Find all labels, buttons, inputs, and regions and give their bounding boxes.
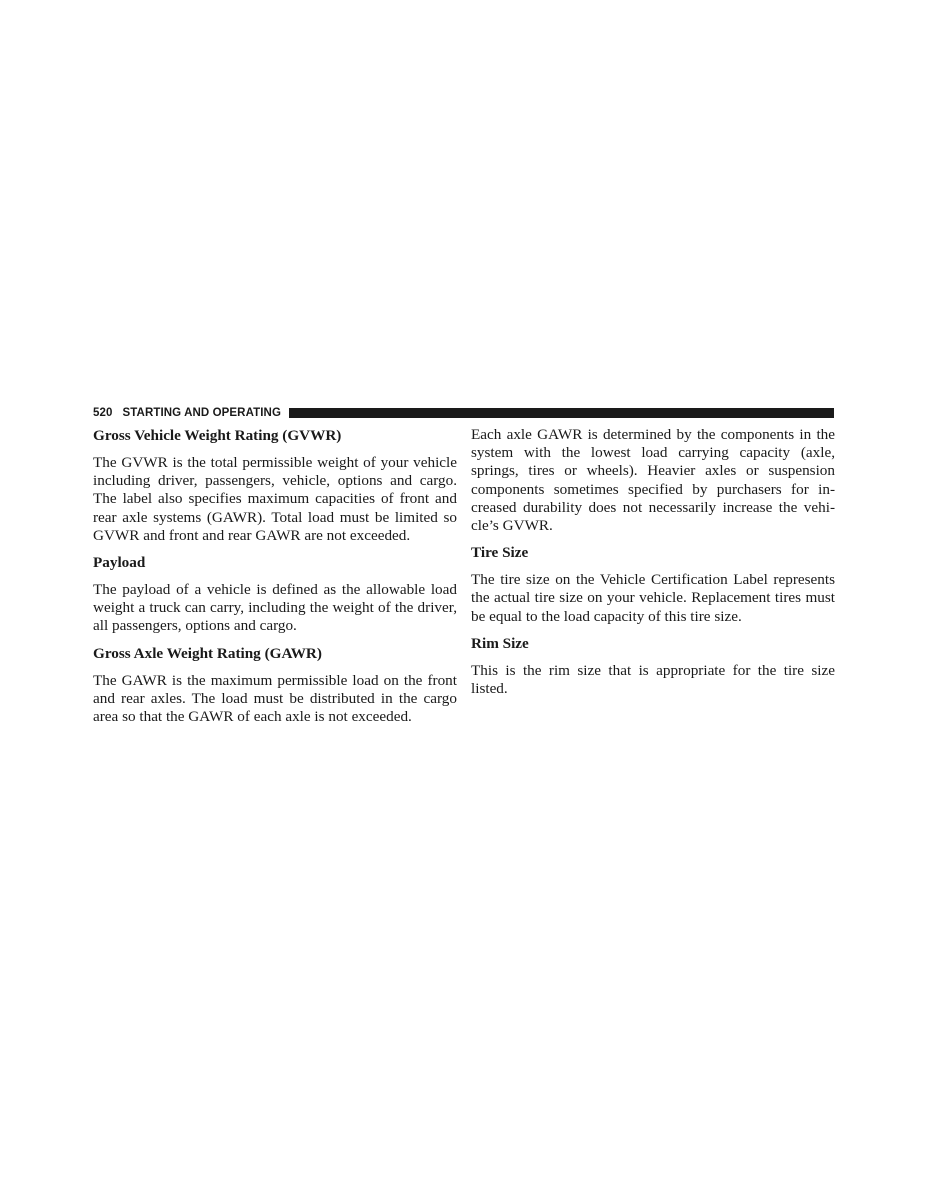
section-payload: [93, 553, 457, 636]
section-gvwr: [93, 426, 457, 545]
paragraph-payload: The payload of a vehicle is defined as the allowable load weight a truck can carry, including the weight of the driver, all passengers, options and cargo.: [93, 581, 457, 635]
heading-payload: Payload: [93, 554, 146, 572]
paragraph-gawr: The GAWR is the maximum permissible load on the front and rear axles. The load must be distributed in the cargo area so that the GAWR of each axle is not exceeded.: [93, 671, 457, 726]
heading-tire-size: Tire Size: [471, 544, 529, 562]
heading-gawr: Gross Axle Weight Rating (GAWR): [93, 644, 322, 662]
header-rule: [289, 408, 834, 418]
paragraph-rim-size: This is the rim size that is appropriate for the tire size listed.: [471, 661, 835, 698]
right-column: [471, 426, 835, 706]
section-rim-size: [471, 634, 835, 698]
heading-rim-size: Rim Size: [471, 634, 529, 652]
section-tire-size: [471, 543, 835, 626]
paragraph-gvwr: The GVWR is the total permissible weight of your vehicle including driver, passengers, vehicle, options and cargo. The label also specifies maximum capacities of front and rear axle systems (GAWR). Total load must be limited so GVWR and front and rear GAWR are not exceeded.: [93, 454, 457, 544]
heading-gvwr: Gross Vehicle Weight Rating (GVWR): [93, 427, 342, 444]
left-column: [93, 426, 457, 734]
page-header: [93, 405, 834, 421]
page-number: 520: [93, 407, 113, 419]
paragraph-tire-size: The tire size on the Vehicle Certification Label represents the actual tire size on your vehicle. Replacement tires must be equal to the load capacity of this tire size.: [471, 571, 835, 625]
paragraph-axle-gawr: Each axle GAWR is determined by the components in the system with the lowest load carrying capacity (axle, springs, tires or wheels). Heavier axles or suspension components sometimes specified by purchasers for increased durability does not necessarily increase the vehicle’s GVWR.: [471, 426, 835, 535]
section-title: STARTING AND OPERATING: [122, 407, 282, 419]
section-gawr: [93, 644, 457, 727]
